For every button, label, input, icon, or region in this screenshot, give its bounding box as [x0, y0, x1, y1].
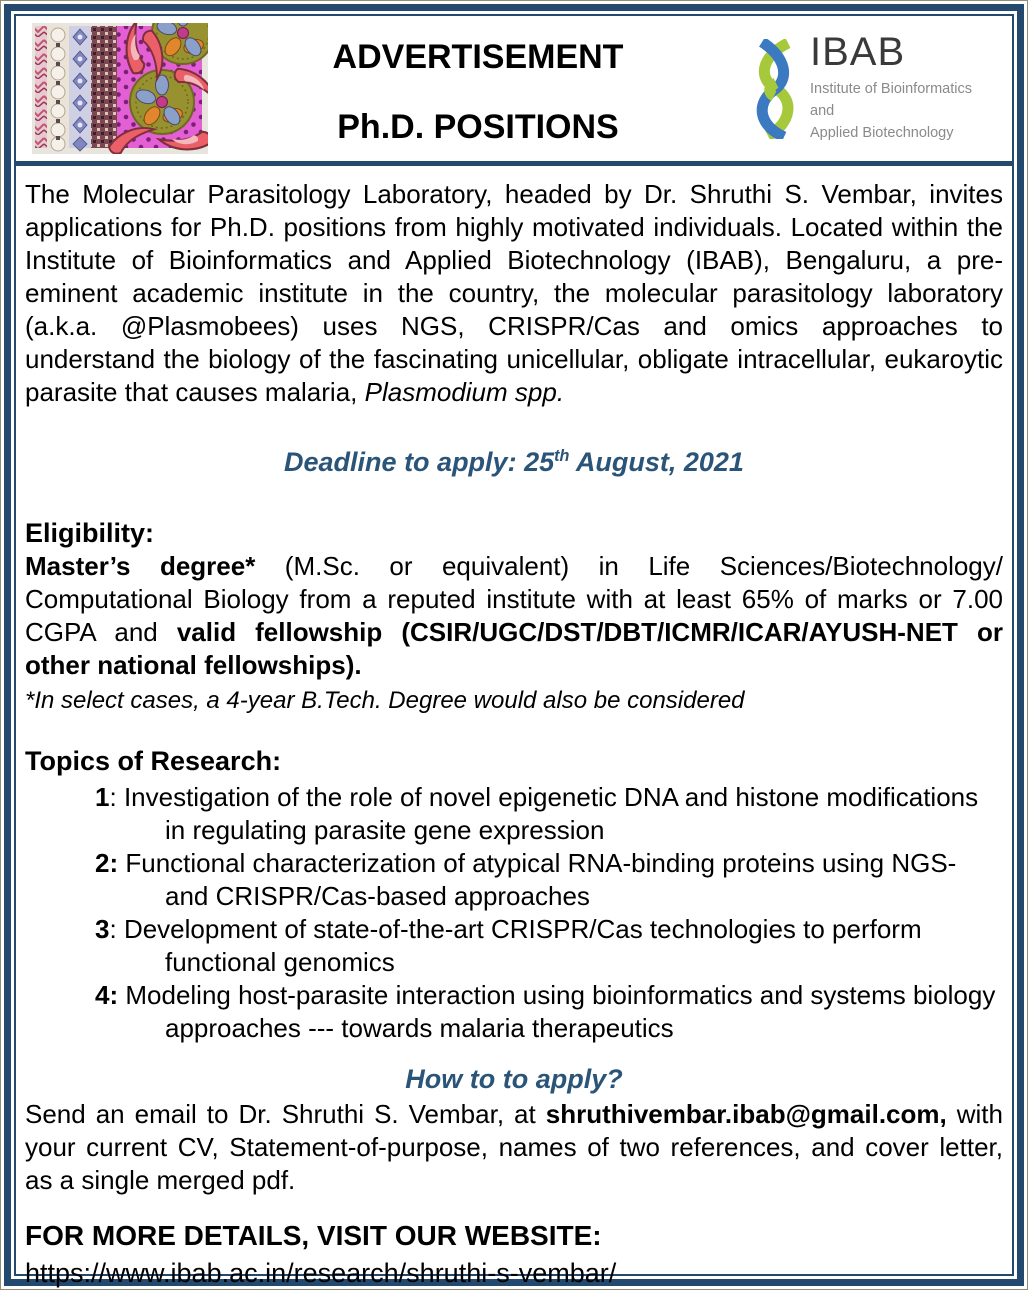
topic-item-3 [95, 913, 1003, 979]
advertisement-title: ADVERTISEMENT [332, 37, 624, 76]
intro-text: The Molecular Parasitology Laboratory, headed by Dr. Shruthi S. Vembar, invites applications for Ph.D. positions from highly motivated individuals. Located within the Institute of Bioinformatics and Applied Biotechnology (IBAB), Bengaluru, a pre-eminent academic institute in the country, the molecular parasitology laboratory (a.k.a. @Plasmobees) uses NGS, CRISPR/Cas and omics approaches to understand the biology of the fascinating unicellular, obligate intracellular, eukaroytic parasite that causes malaria, [25, 179, 1003, 407]
topic-item-4 [95, 979, 1003, 1045]
ibab-logo-subtitle [810, 79, 1000, 144]
topic-4-number: 4: [95, 980, 119, 1010]
topic-3-colon: : [109, 914, 117, 944]
topic-1-number: 1 [95, 782, 110, 812]
intro-paragraph [25, 178, 1003, 409]
ibab-logo-name: IBAB [810, 30, 906, 75]
malaria-fabric-art-image [32, 23, 208, 154]
deadline-prefix: Deadline to apply: 25 [284, 447, 555, 477]
header [16, 16, 1012, 166]
topic-1-colon: : [109, 782, 117, 812]
deadline-line [25, 440, 1003, 479]
dna-helix-icon [748, 39, 800, 139]
topic-2-number: 2: [95, 848, 119, 878]
page-inner-frame [14, 14, 1014, 1288]
apply-post: with your current CV, Statement-of-purpose, names of two references, and cover letter, as a single merged pdf. [25, 1099, 1003, 1195]
topic-1-line2: in regulating parasite gene expression [165, 815, 605, 845]
apply-pre: Send an email to Dr. Shruthi S. Vembar, at [25, 1099, 546, 1129]
body-content [16, 166, 1012, 1290]
deadline-suffix: August, 2021 [569, 447, 744, 477]
eligibility-heading: Eligibility: [25, 518, 155, 548]
ibab-logo-text [810, 32, 1000, 144]
header-titles [208, 34, 748, 144]
topic-3-line2: functional genomics [165, 947, 395, 977]
topic-3-number: 3 [95, 914, 110, 944]
eligibility-footnote: *In select cases, a 4-year B.Tech. Degree would also be considered [25, 687, 745, 714]
species-name: Plasmodium spp. [364, 377, 565, 407]
ibab-logo-subtitle-line1: Institute of Bioinformatics and [810, 81, 972, 120]
topic-2-line2: and CRISPR/Cas-based approaches [165, 881, 590, 911]
topic-item-1 [95, 781, 1003, 847]
topic-1-line1: Investigation of the role of novel epigenetic DNA and histone modifications [123, 782, 979, 812]
masters-degree-bold: Master’s degree* [25, 551, 256, 581]
topic-2-line1: Functional characterization of atypical RNA-binding proteins using NGS- [125, 848, 957, 878]
topic-4-line1: Modeling host-parasite interaction using bioinformatics and systems biology [125, 980, 996, 1010]
website-url: https://www.ibab.ac.in/research/shruthi-s-vembar/ [25, 1258, 617, 1288]
fellowship-bold: valid fellowship (CSIR/UGC/DST/DBT/ICMR/ICAR/AYUSH-NET or other national fellowships). [25, 617, 1003, 680]
apply-paragraph [25, 1098, 1003, 1197]
deadline-ordinal: th [554, 447, 570, 465]
ibab-logo-subtitle-line2: Applied Biotechnology [810, 124, 954, 141]
topics-heading: Topics of Research: [25, 746, 282, 776]
page-frame [4, 4, 1024, 1286]
apply-email: shruthivembar.ibab@gmail.com, [545, 1099, 947, 1129]
topic-3-line1: Development of state-of-the-art CRISPR/Cas technologies to perform [123, 914, 922, 944]
phd-positions-title: Ph.D. POSITIONS [337, 107, 619, 146]
eligibility-paragraph [25, 550, 1003, 682]
topic-item-2 [95, 847, 1003, 913]
website-heading: FOR MORE DETAILS, VISIT OUR WEBSITE: [25, 1220, 602, 1251]
eligibility-body: (M.Sc. or equivalent) in Life Sciences/Biotechnology/ Computational Biology from a reputed institute with at least 65% of marks or 7.00 CGPA and [25, 551, 1003, 647]
how-to-apply-heading: How to to apply? [405, 1064, 623, 1094]
topic-4-line2: approaches --- towards malaria therapeutics [165, 1013, 674, 1043]
ibab-logo [748, 32, 1000, 144]
